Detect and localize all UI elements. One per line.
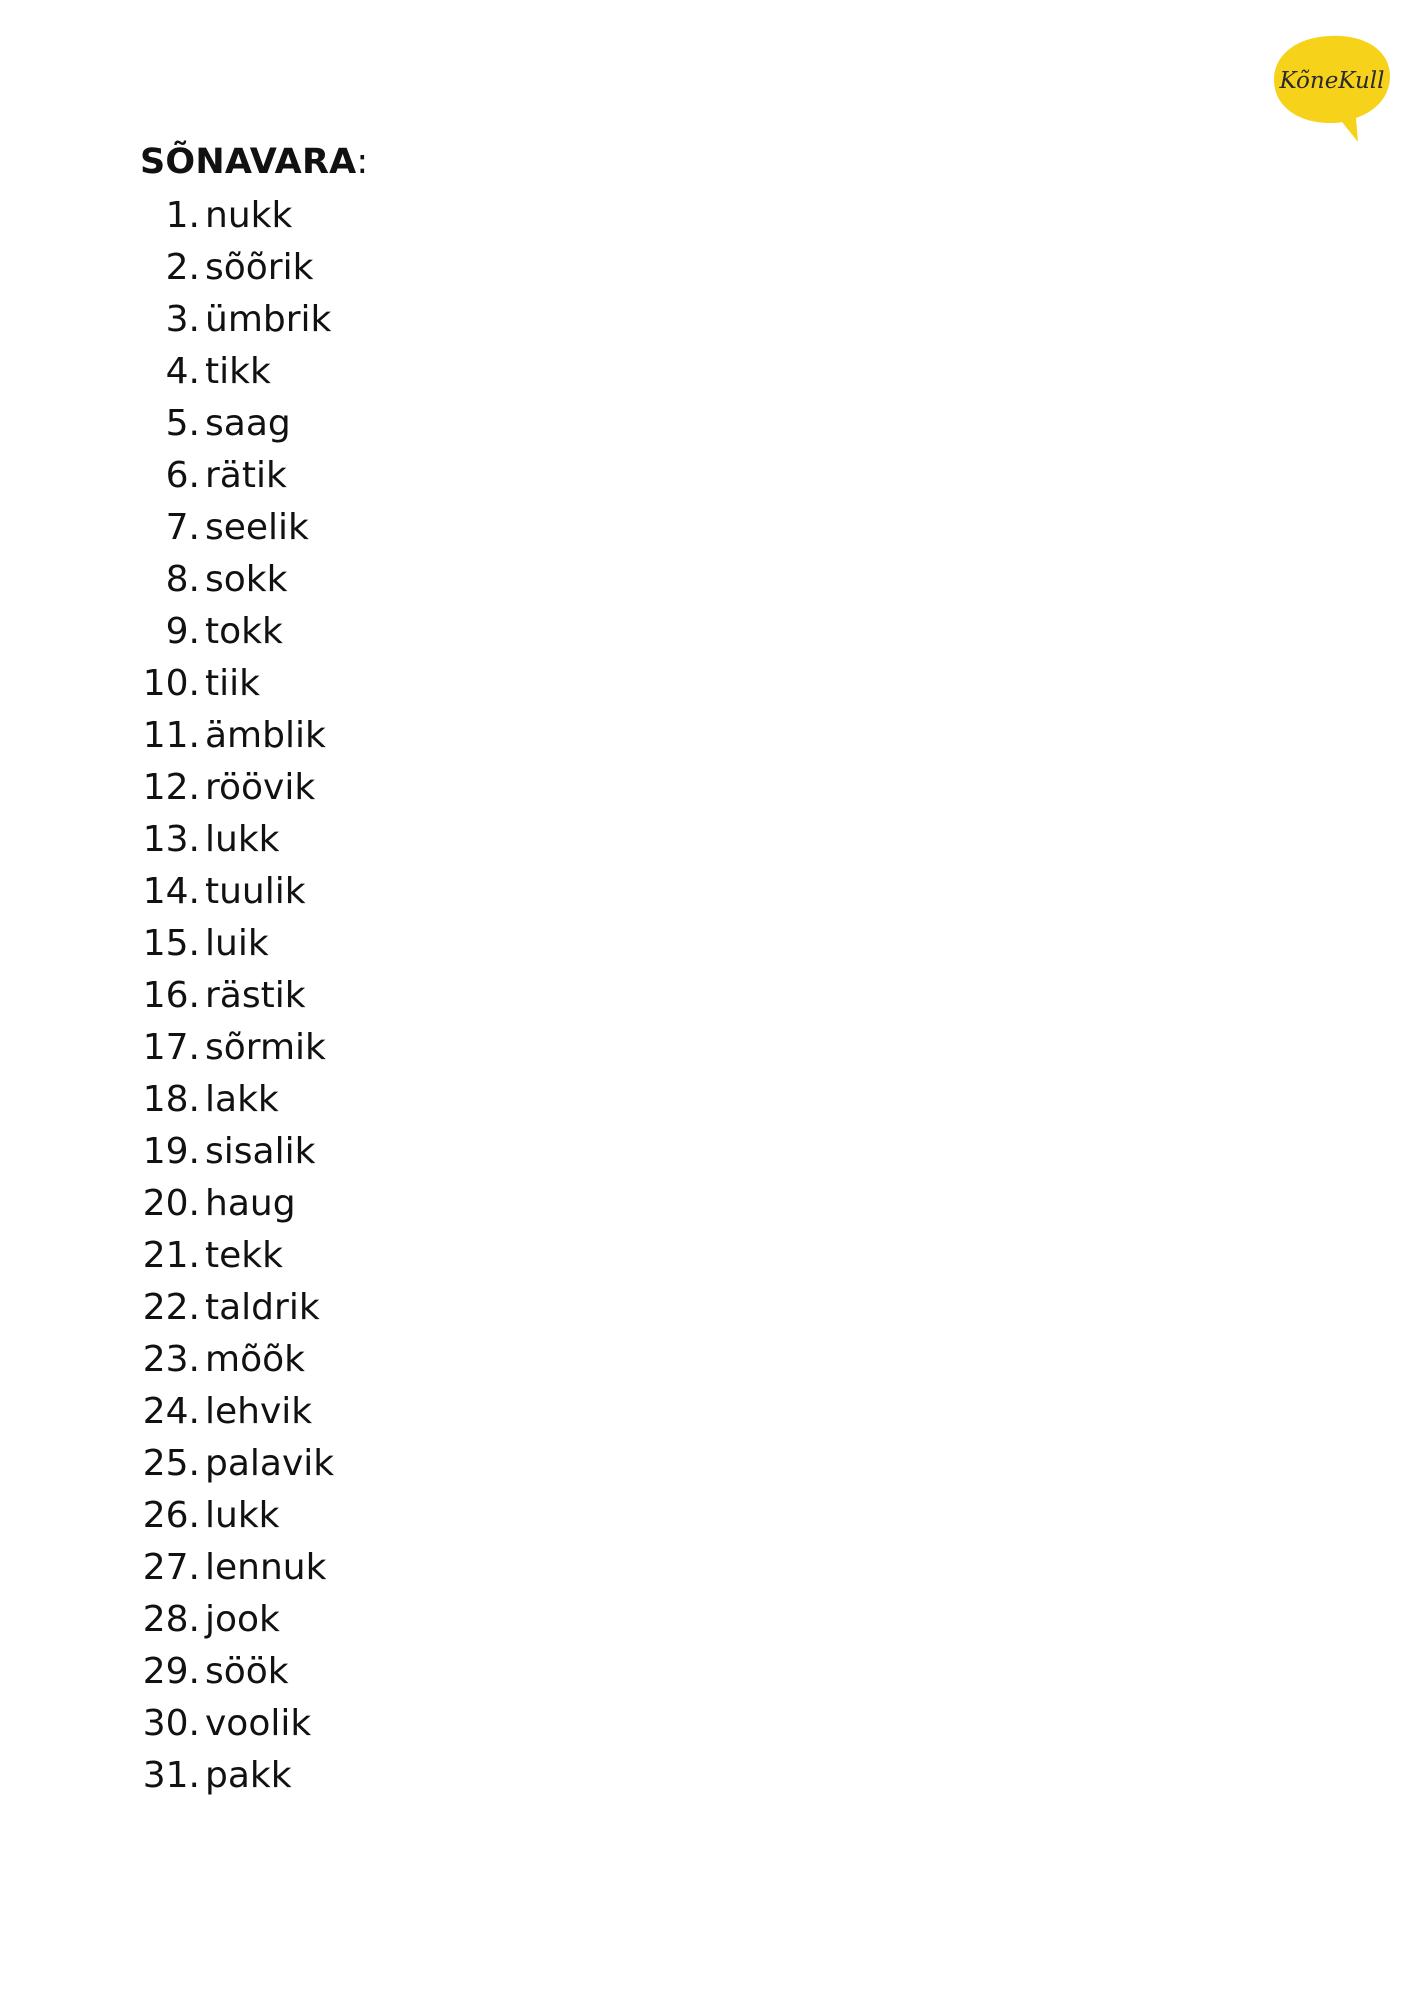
list-item-word: lakk [205, 1079, 279, 1120]
list-item-word: lukk [205, 819, 280, 860]
list-item [0, 1542, 700, 1594]
list-item [0, 346, 700, 398]
list-item-word: mõõk [205, 1339, 305, 1380]
list-item-number: 19. [142, 1131, 200, 1172]
list-item-number: 27. [142, 1547, 200, 1588]
list-item-word: sisalik [205, 1131, 316, 1172]
list-item-number: 4. [165, 351, 200, 392]
list-item-word: sõõrik [205, 247, 314, 288]
list-item-word: söök [205, 1651, 289, 1692]
heading-colon: : [356, 142, 369, 182]
list-item-word: haug [205, 1183, 296, 1224]
list-item-number: 28. [142, 1599, 200, 1640]
list-item [0, 1750, 700, 1802]
list-item-number: 8. [165, 559, 200, 600]
list-item [0, 190, 700, 242]
list-item-word: pakk [205, 1755, 292, 1796]
list-item-word: tikk [205, 351, 271, 392]
speech-bubble-icon [1268, 30, 1398, 148]
list-item-word: lehvik [205, 1391, 313, 1432]
list-item-number: 13. [142, 819, 200, 860]
list-item-word: lukk [205, 1495, 280, 1536]
list-item-word: seelik [205, 507, 309, 548]
list-item-number: 16. [142, 975, 200, 1016]
list-item-word: tekk [205, 1235, 283, 1276]
list-item [0, 970, 700, 1022]
list-item-number: 5. [165, 403, 200, 444]
list-item [0, 658, 700, 710]
list-item-number: 15. [142, 923, 200, 964]
list-item [0, 1126, 700, 1178]
list-item-word: röövik [205, 767, 316, 808]
heading-label: SÕNAVARA [140, 142, 357, 182]
list-item [0, 450, 700, 502]
list-item-word: nukk [205, 195, 293, 236]
list-item [0, 1022, 700, 1074]
list-item-number: 26. [142, 1495, 200, 1536]
list-item [0, 1698, 700, 1750]
list-item-word: lennuk [205, 1547, 327, 1588]
list-item [0, 1282, 700, 1334]
list-item-number: 2. [165, 247, 200, 288]
list-item-number: 14. [142, 871, 200, 912]
list-item [0, 242, 700, 294]
list-item-number: 21. [142, 1235, 200, 1276]
list-item [0, 606, 700, 658]
list-item [0, 762, 700, 814]
list-item [0, 1178, 700, 1230]
list-item [0, 294, 700, 346]
list-item [0, 1646, 700, 1698]
list-item [0, 1334, 700, 1386]
list-item [0, 1438, 700, 1490]
vocabulary-list [0, 190, 700, 1802]
list-item [0, 1074, 700, 1126]
list-item-number: 6. [165, 455, 200, 496]
list-item-word: ämblik [205, 715, 326, 756]
list-item [0, 710, 700, 762]
list-item-number: 22. [142, 1287, 200, 1328]
list-item-number: 7. [165, 507, 200, 548]
list-item-word: rästik [205, 975, 306, 1016]
list-item-word: tuulik [205, 871, 306, 912]
list-item-number: 20. [142, 1183, 200, 1224]
list-item-word: sõrmik [205, 1027, 326, 1068]
list-item-number: 30. [142, 1703, 200, 1744]
list-item [0, 918, 700, 970]
konekull-logo [1268, 30, 1398, 148]
list-item-word: taldrik [205, 1287, 320, 1328]
list-item [0, 1594, 700, 1646]
list-item [0, 1230, 700, 1282]
list-item-number: 10. [142, 663, 200, 704]
list-item-word: luik [205, 923, 269, 964]
list-item-word: voolik [205, 1703, 312, 1744]
list-item-number: 24. [142, 1391, 200, 1432]
list-item-word: palavik [205, 1443, 335, 1484]
list-item [0, 1490, 700, 1542]
list-item-number: 18. [142, 1079, 200, 1120]
list-item-number: 17. [142, 1027, 200, 1068]
list-item-number: 9. [165, 611, 200, 652]
list-item-word: saag [205, 403, 291, 444]
list-item-number: 23. [142, 1339, 200, 1380]
list-item-number: 31. [142, 1755, 200, 1796]
list-item [0, 554, 700, 606]
list-item [0, 502, 700, 554]
list-item-word: rätik [205, 455, 287, 496]
logo-text: KõneKull [1279, 68, 1385, 94]
list-item [0, 866, 700, 918]
list-item-number: 29. [142, 1651, 200, 1692]
list-item [0, 814, 700, 866]
list-item-number: 3. [165, 299, 200, 340]
list-item [0, 1386, 700, 1438]
list-item-word: ümbrik [205, 299, 332, 340]
list-item-number: 12. [142, 767, 200, 808]
list-item-number: 11. [142, 715, 200, 756]
list-item-word: tiik [205, 663, 260, 704]
list-item-word: tokk [205, 611, 283, 652]
list-item-word: jook [205, 1599, 280, 1640]
list-item-word: sokk [205, 559, 288, 600]
vocabulary-heading [140, 140, 368, 184]
list-item-number: 1. [165, 195, 200, 236]
list-item-number: 25. [142, 1443, 200, 1484]
list-item [0, 398, 700, 450]
